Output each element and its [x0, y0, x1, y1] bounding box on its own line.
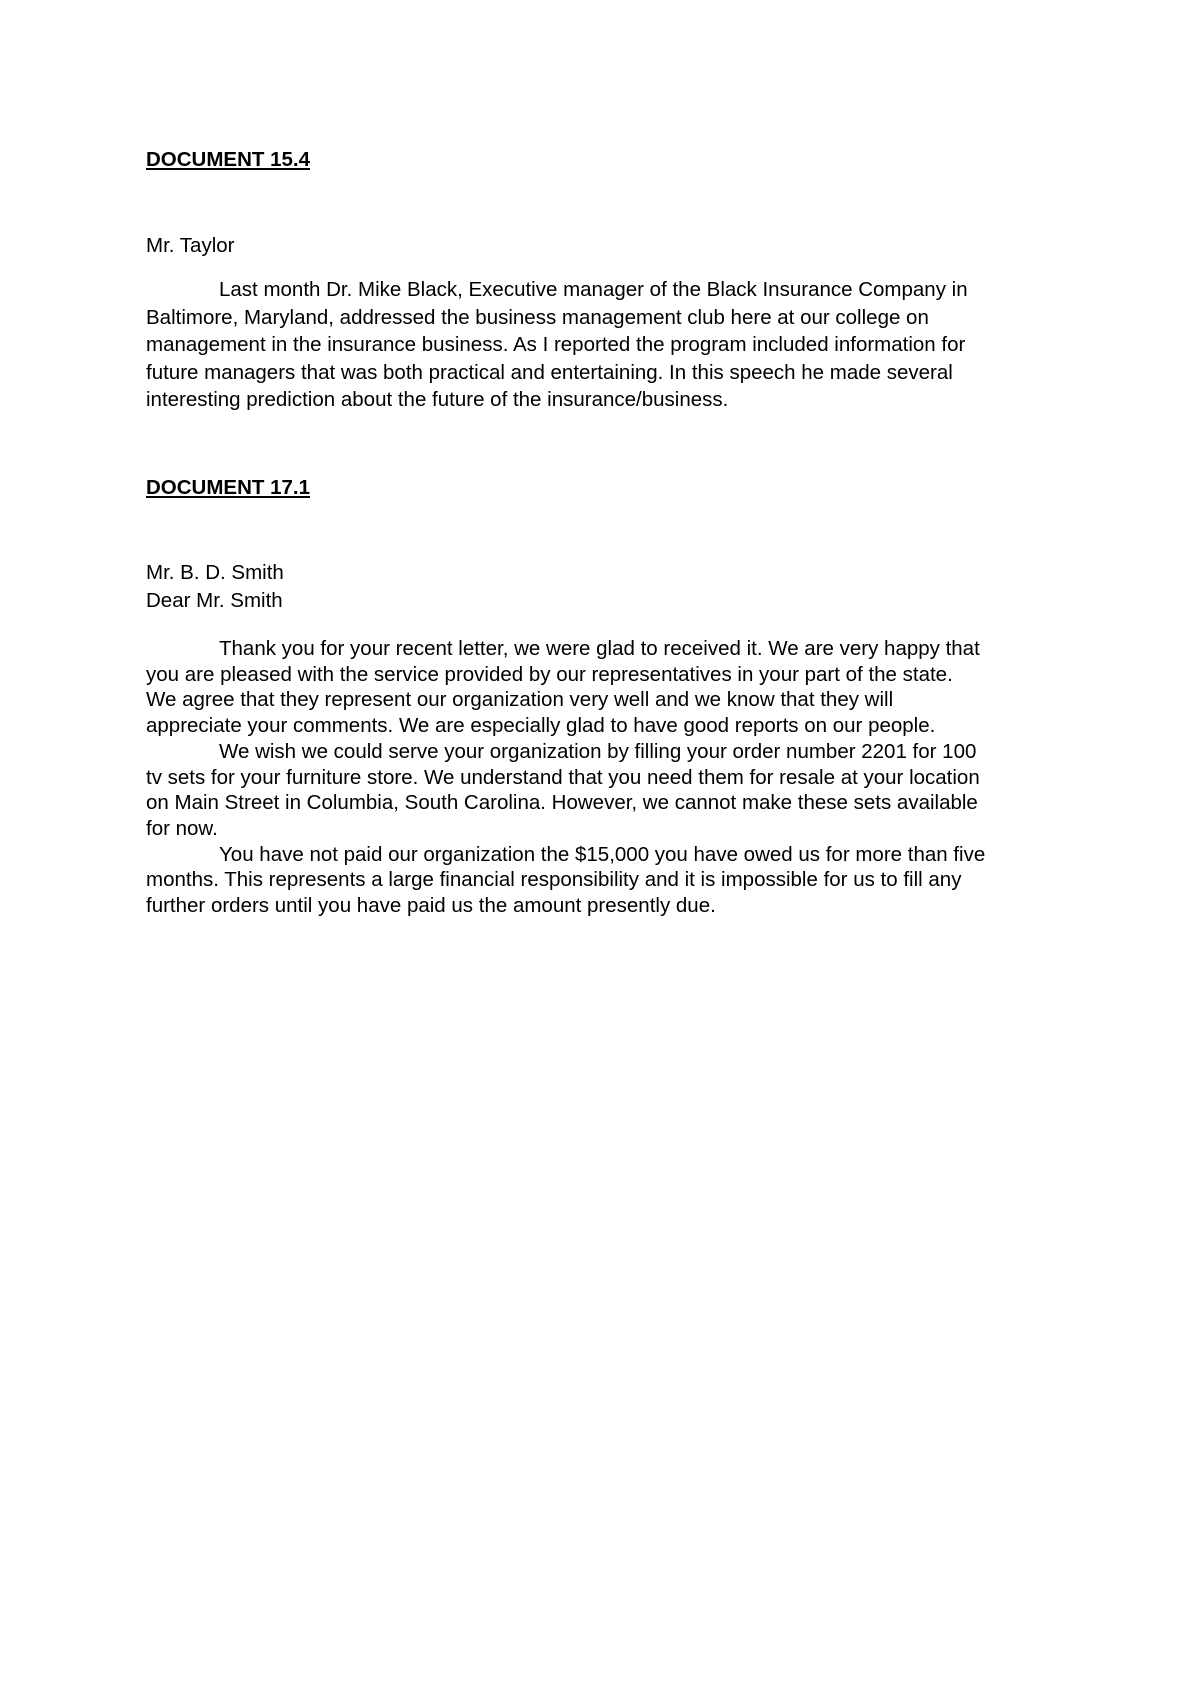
- paragraph-line: Baltimore, Maryland, addressed the business management club here at our college on: [146, 305, 929, 329]
- recipient-block-17-1: [146, 559, 1066, 614]
- recipient-name: Mr. B. D. Smith: [146, 561, 284, 584]
- paragraph-15-4: [146, 276, 1066, 414]
- document-content: [146, 146, 1066, 919]
- recipient-block-15-4: [146, 232, 1066, 260]
- paragraph-line: Last month Dr. Mike Black, Executive manager of the Black Insurance Company in: [219, 278, 968, 301]
- paragraph-line: We wish we could serve your organization by filling your order number 2201 for 100: [219, 739, 977, 763]
- paragraph-line: further orders until you have paid us the amount presently due.: [146, 894, 716, 918]
- paragraph-line: tv sets for your furniture store. We understand that you need them for resale at your location: [146, 765, 980, 789]
- recipient-name: Mr. Taylor: [146, 233, 235, 257]
- paragraph-line: Thank you for your recent letter, we were glad to received it. We are very happy that: [219, 637, 980, 660]
- paragraph-line: future managers that was both practical and entertaining. In this speech he made several: [146, 360, 953, 384]
- document-heading-17-1: DOCUMENT 17.1: [146, 475, 311, 499]
- paragraph-line: We agree that they represent our organization very well and we know that they will: [146, 688, 894, 712]
- paragraph-line: months. This represents a large financial responsibility and it is impossible for us to fill any: [146, 868, 962, 892]
- salutation: Dear Mr. Smith: [146, 588, 283, 612]
- paragraph-line: you are pleased with the service provided by our representatives in your part of the state.: [146, 662, 953, 686]
- paragraph-line: interesting prediction about the future of the insurance/business.: [146, 388, 729, 411]
- document-heading-15-4: DOCUMENT 15.4: [146, 148, 311, 171]
- paragraph-line: You have not paid our organization the $15,000 you have owed us for more than five: [219, 842, 986, 866]
- paragraph-line: appreciate your comments. We are especially glad to have good reports on our people.: [146, 714, 936, 738]
- paragraph-line: for now.: [146, 816, 218, 840]
- letter-body-17-1: [146, 636, 1066, 919]
- paragraph-line: on Main Street in Columbia, South Carolina. However, we cannot make these sets available: [146, 791, 978, 815]
- paragraph-line: management in the insurance business. As I reported the program included information for: [146, 333, 966, 356]
